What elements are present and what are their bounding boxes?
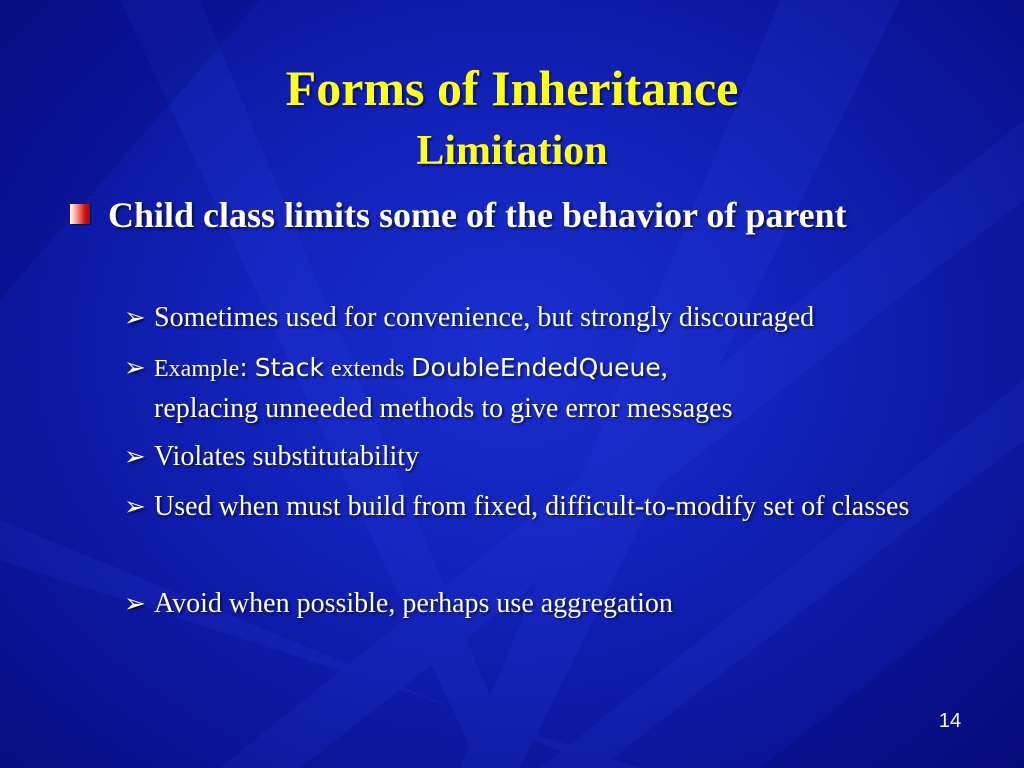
- code-stack: Stack: [254, 353, 324, 382]
- example-extends: extends: [330, 356, 405, 382]
- sub-bullet-text: [154, 348, 994, 429]
- arrow-bullet-icon: ➢: [124, 589, 146, 618]
- example-label: Example: [154, 356, 240, 382]
- code-doubleendedqueue: DoubleEndedQueue: [411, 353, 661, 382]
- slide-subtitle: Limitation: [416, 128, 608, 174]
- arrow-bullet-icon: ➢: [124, 303, 146, 332]
- sub-bullet-text: Used when must build from fixed, difficult-to-modify set of classes: [154, 491, 910, 522]
- main-bullet-text: Child class limits some of the behavior of parent: [108, 195, 847, 235]
- arrow-bullet-icon: ➢: [124, 492, 146, 521]
- sub-bullet-text: Sometimes used for convenience, but strongly discouraged: [154, 302, 815, 333]
- example-rest: replacing unneeded methods to give error messages: [154, 393, 733, 424]
- sub-bullet-text: Avoid when possible, perhaps use aggregation: [154, 588, 673, 619]
- red-square-bullet-icon: [70, 204, 90, 224]
- example-colon: :: [239, 353, 248, 382]
- sub-bullet-text: Violates substitutability: [154, 441, 420, 472]
- slide-title: Forms of Inheritance: [285, 60, 739, 116]
- arrow-bullet-icon: ➢: [124, 442, 146, 471]
- page-number: 14: [938, 710, 962, 732]
- arrow-bullet-icon: ➢: [124, 353, 146, 382]
- example-comma: ,: [660, 352, 668, 383]
